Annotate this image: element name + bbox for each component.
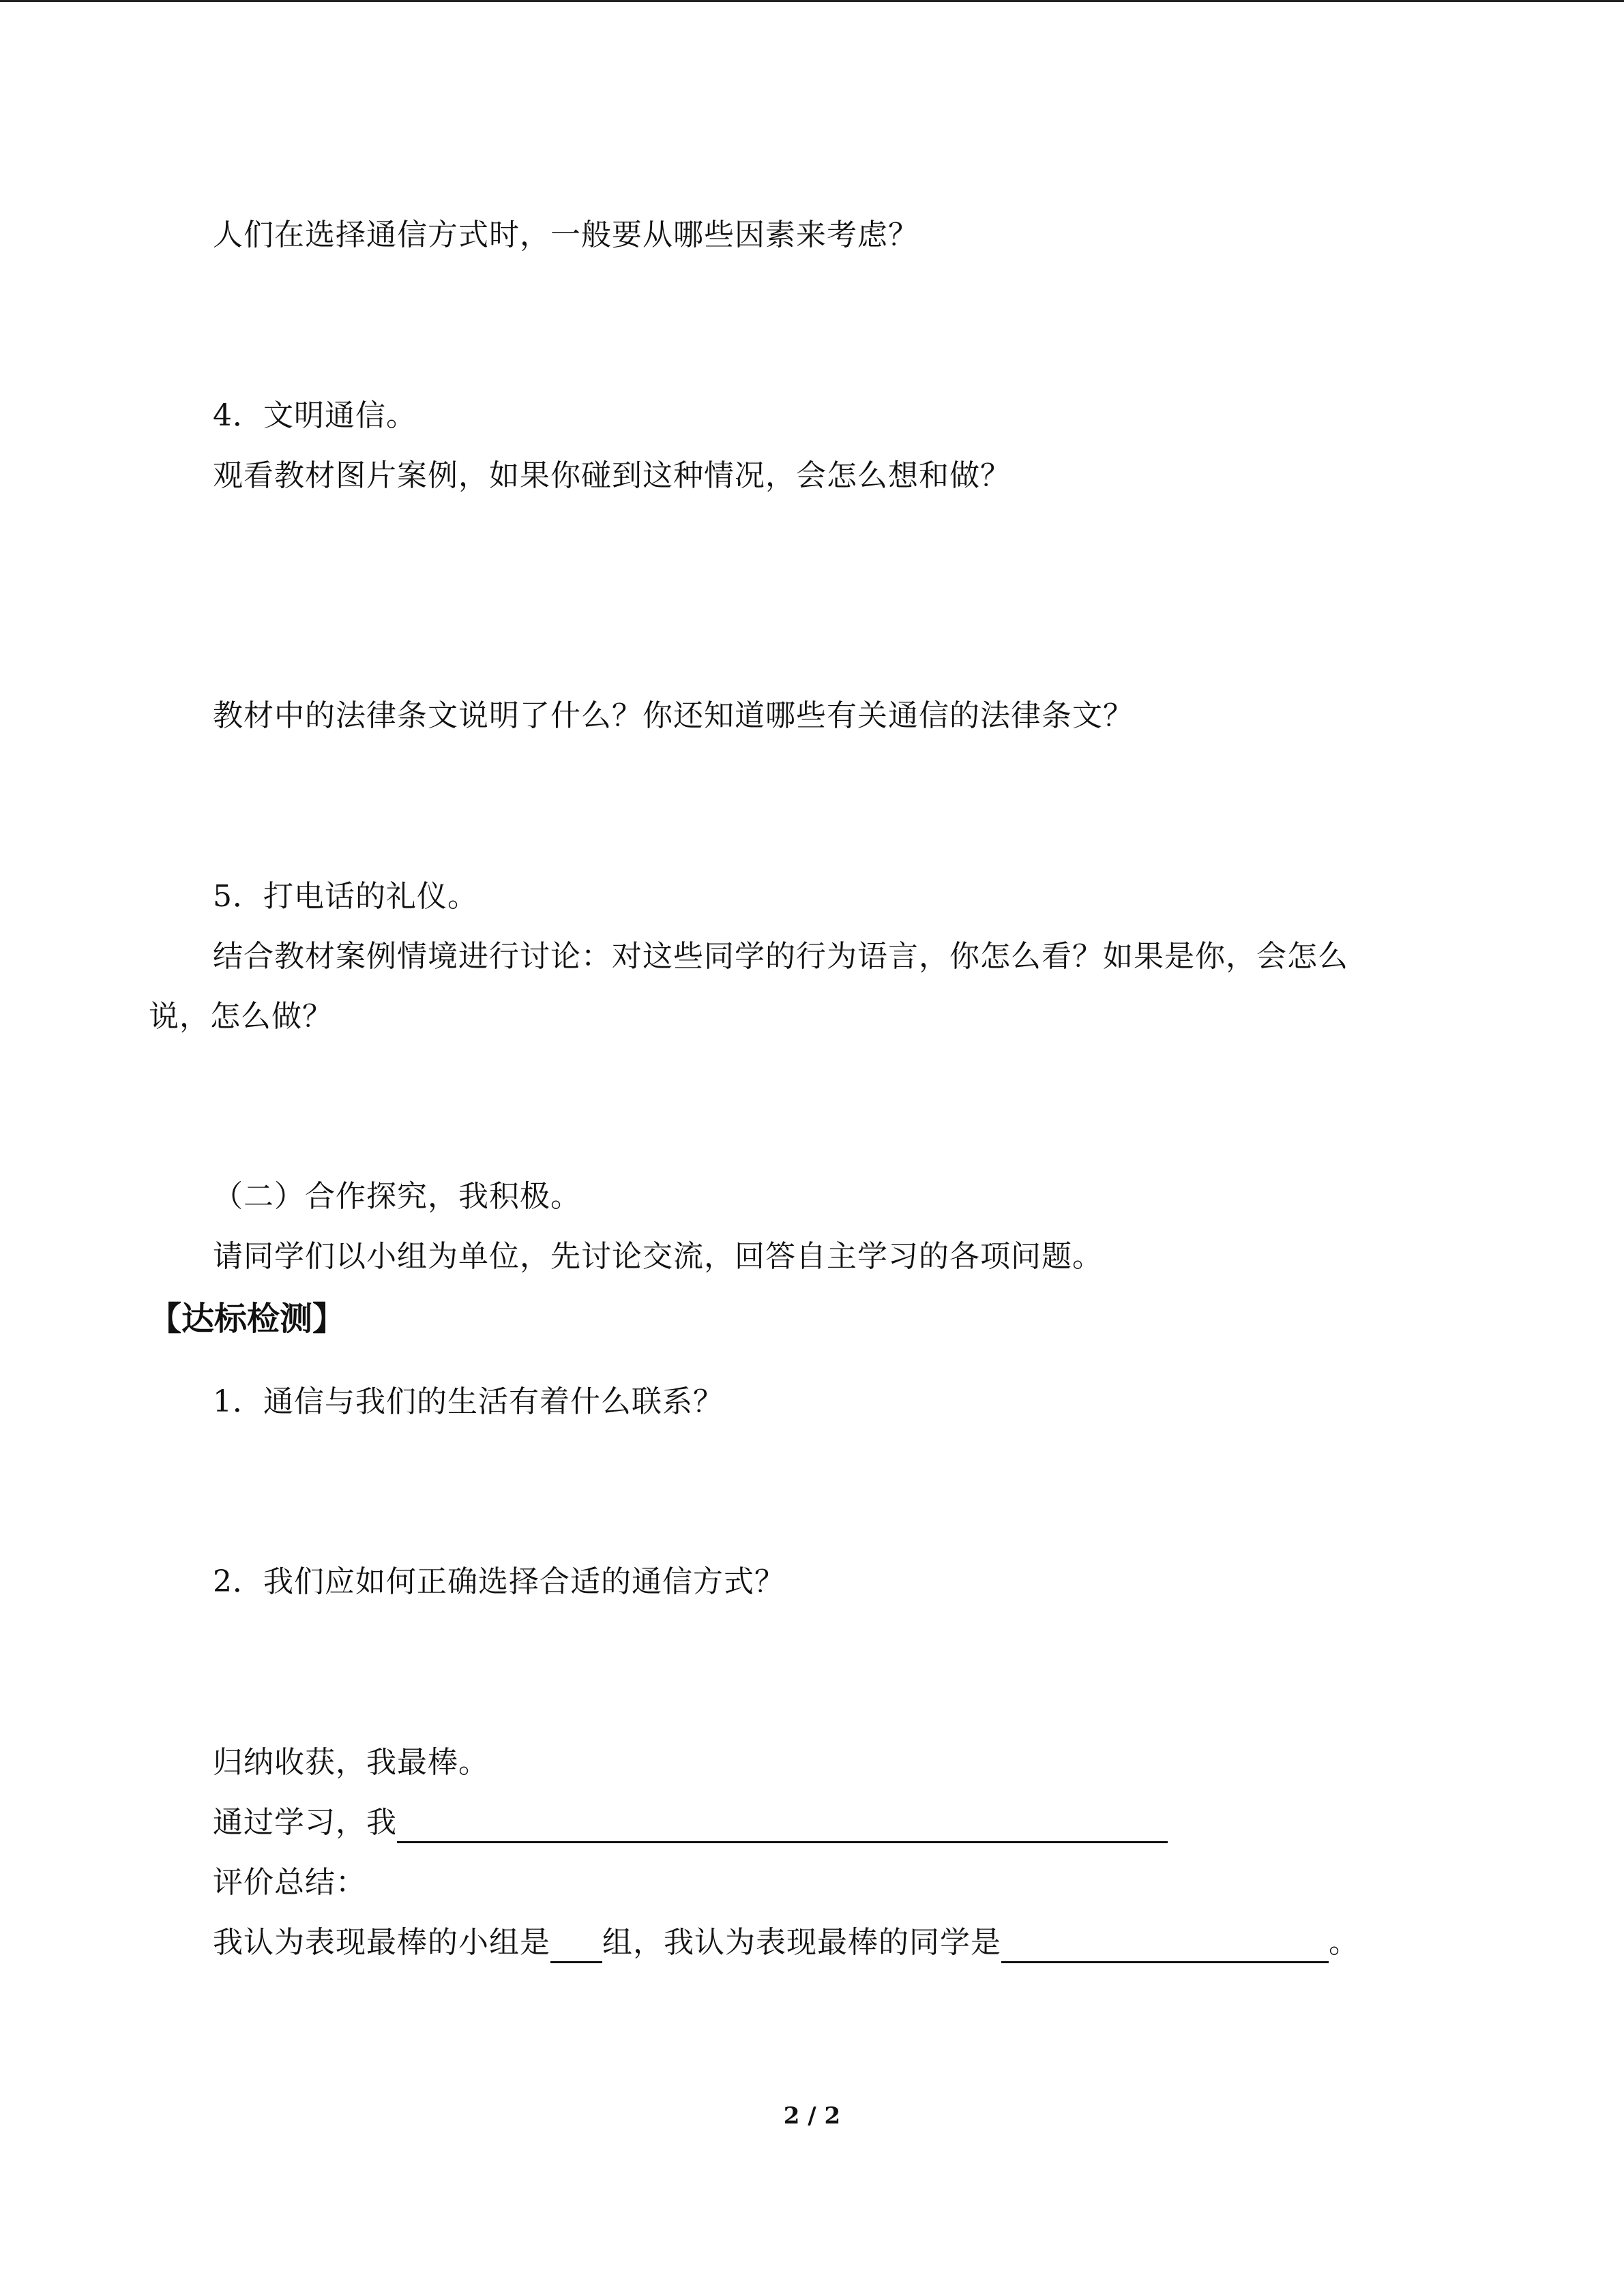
best-group-blank[interactable] bbox=[550, 1930, 602, 1963]
summary-learned-line bbox=[213, 1802, 1168, 1843]
item-5-title: 5．打电话的礼仪。 bbox=[213, 879, 478, 914]
page-top-border bbox=[0, 0, 1624, 2]
item-4-title: 4．文明通信。 bbox=[213, 398, 417, 433]
question-communication-factors: 人们在选择通信方式时，一般要从哪些因素来考虑？ bbox=[213, 218, 919, 252]
item-4-question-2: 教材中的法律条文说明了什么？你还知道哪些有关通信的法律条文？ bbox=[213, 698, 1134, 733]
item-4-question-1: 观看教材图片案例，如果你碰到这种情况，会怎么想和做？ bbox=[213, 458, 1011, 493]
best-student-blank[interactable] bbox=[1001, 1930, 1329, 1963]
learned-answer-blank[interactable] bbox=[397, 1810, 1168, 1843]
evaluation-label: 评价总结： bbox=[213, 1865, 366, 1900]
best-group-suffix: 。 bbox=[1329, 1925, 1359, 1960]
item-5-question-line-2: 说，怎么做？ bbox=[149, 999, 333, 1034]
best-group-line bbox=[213, 1922, 1359, 1963]
page-number: 2 / 2 bbox=[783, 2102, 841, 2130]
summary-learned-prefix: 通过学习，我 bbox=[213, 1805, 397, 1840]
best-group-middle: 组，我认为表现最棒的同学是 bbox=[602, 1925, 1001, 1960]
cooperate-title: （二）合作探究，我积极。 bbox=[213, 1179, 581, 1214]
test-section-heading: 【达标检测】 bbox=[149, 1300, 346, 1338]
cooperate-instruction: 请同学们以小组为单位，先讨论交流，回答自主学习的各项问题。 bbox=[213, 1239, 1103, 1274]
test-question-1: 1．通信与我们的生活有着什么联系？ bbox=[213, 1384, 724, 1419]
item-5-question-line-1: 结合教材案例情境进行讨论：对这些同学的行为语言，你怎么看？如果是你，会怎么 bbox=[213, 939, 1348, 974]
summary-title: 归纳收获，我最棒。 bbox=[213, 1745, 489, 1780]
test-question-2: 2．我们应如何正确选择合适的通信方式？ bbox=[213, 1564, 785, 1599]
best-group-prefix: 我认为表现最棒的小组是 bbox=[213, 1925, 550, 1960]
